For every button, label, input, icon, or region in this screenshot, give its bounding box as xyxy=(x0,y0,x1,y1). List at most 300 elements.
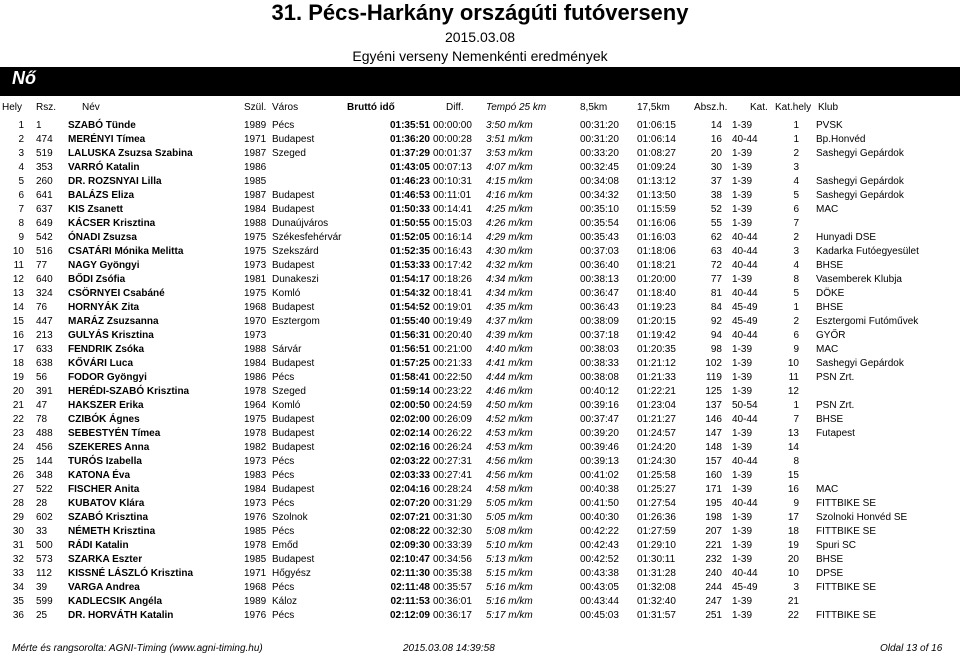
col-17km: 17,5km xyxy=(637,102,670,113)
cell-8km: 00:39:20 xyxy=(580,428,619,439)
cell-tempo: 4:53 m/km xyxy=(486,428,533,439)
cell-tempo: 4:40 m/km xyxy=(486,344,533,355)
cell-hely: 13 xyxy=(12,288,24,299)
cell-hely: 14 xyxy=(12,302,24,313)
cell-tempo: 5:05 m/km xyxy=(486,498,533,509)
cell-hely: 33 xyxy=(12,568,24,579)
cell-name: DR. HORVÁTH Katalin xyxy=(68,610,174,621)
col-kat: Kat. xyxy=(750,102,768,113)
cell-name: FISCHER Anita xyxy=(68,484,140,495)
cell-name: BŐDI Zsófia xyxy=(68,274,126,285)
cell-hely: 31 xyxy=(12,540,24,551)
cell-kat: 50-54 xyxy=(732,400,758,411)
cell-tempo: 5:16 m/km xyxy=(486,596,533,607)
cell-name: SZEKERES Anna xyxy=(68,442,150,453)
cell-kathely: 7 xyxy=(793,218,799,229)
cell-diff: 00:31:30 xyxy=(433,512,472,523)
cell-brutto: 01:54:32 xyxy=(389,288,430,299)
cell-kathely: 18 xyxy=(787,526,799,537)
cell-diff: 00:11:01 xyxy=(433,190,472,201)
cell-absz: 232 xyxy=(705,554,722,565)
cell-kathely: 20 xyxy=(787,554,799,565)
cell-17km: 01:32:40 xyxy=(637,596,676,607)
cell-kat: 1-39 xyxy=(732,218,753,229)
cell-diff: 00:19:01 xyxy=(433,302,472,313)
cell-diff: 00:27:31 xyxy=(433,456,472,467)
cell-kathely: 15 xyxy=(787,470,799,481)
cell-varos: Emőd xyxy=(272,540,299,551)
cell-kat: 1-39 xyxy=(732,372,753,383)
page-subtitle: Egyéni verseny Nemenkénti eredmények xyxy=(352,48,608,64)
cell-name: CZIBÓK Ágnes xyxy=(68,414,140,425)
table-row xyxy=(0,160,960,174)
cell-rsz: 112 xyxy=(36,568,52,579)
cell-szul: 1975 xyxy=(244,414,267,425)
cell-kat: 40-44 xyxy=(732,568,758,579)
table-row xyxy=(0,146,960,160)
cell-8km: 00:36:43 xyxy=(580,302,619,313)
cell-17km: 01:13:50 xyxy=(637,190,676,201)
cell-absz: 14 xyxy=(710,120,722,131)
table-row xyxy=(0,440,960,454)
cell-klub: Futapest xyxy=(816,428,855,439)
cell-klub: FITTBIKE SE xyxy=(816,582,877,593)
cell-szul: 1984 xyxy=(244,358,267,369)
cell-diff: 00:21:33 xyxy=(433,358,472,369)
table-row xyxy=(0,328,960,342)
cell-rsz: 519 xyxy=(36,148,53,159)
cell-hely: 24 xyxy=(12,442,24,453)
cell-8km: 00:36:40 xyxy=(580,260,619,271)
cell-brutto: 01:50:55 xyxy=(389,218,430,229)
cell-tempo: 5:15 m/km xyxy=(486,568,533,579)
cell-brutto: 02:09:30 xyxy=(389,540,430,551)
cell-tempo: 4:34 m/km xyxy=(486,288,533,299)
cell-absz: 171 xyxy=(705,484,722,495)
cell-rsz: 638 xyxy=(36,358,53,369)
table-row xyxy=(0,454,960,468)
cell-diff: 00:10:31 xyxy=(433,176,472,187)
cell-diff: 00:36:17 xyxy=(433,610,472,621)
cell-tempo: 4:56 m/km xyxy=(486,470,533,481)
cell-varos: Komló xyxy=(272,288,301,299)
cell-kathely: 10 xyxy=(787,358,799,369)
cell-varos: Pécs xyxy=(272,470,295,481)
cell-brutto: 01:43:05 xyxy=(389,162,430,173)
cell-rsz: 599 xyxy=(36,596,53,607)
cell-17km: 01:22:21 xyxy=(637,386,676,397)
cell-klub: FITTBIKE SE xyxy=(816,526,877,537)
footer-timestamp: 2015.03.08 14:39:58 xyxy=(403,643,495,654)
cell-8km: 00:38:03 xyxy=(580,344,619,355)
cell-klub: BHSE xyxy=(816,414,844,425)
cell-klub: MAC xyxy=(816,484,839,495)
cell-8km: 00:43:44 xyxy=(580,596,619,607)
cell-kathely: 13 xyxy=(787,428,799,439)
cell-diff: 00:24:59 xyxy=(433,400,472,411)
cell-szul: 1973 xyxy=(244,260,267,271)
cell-absz: 52 xyxy=(710,204,722,215)
cell-rsz: 474 xyxy=(36,134,53,145)
cell-varos: Budapest xyxy=(272,204,315,215)
cell-kat: 1-39 xyxy=(732,526,753,537)
col-8km: 8,5km xyxy=(580,102,608,113)
cell-brutto: 02:00:50 xyxy=(389,400,430,411)
cell-varos: Hőgyész xyxy=(272,568,311,579)
table-row xyxy=(0,216,960,230)
cell-name: RÁDI Katalin xyxy=(68,540,129,551)
cell-kathely: 9 xyxy=(793,344,799,355)
cell-hely: 8 xyxy=(18,218,24,229)
cell-17km: 01:19:23 xyxy=(637,302,676,313)
cell-brutto: 01:35:51 xyxy=(389,120,430,131)
cell-hely: 29 xyxy=(12,512,24,523)
cell-kathely: 11 xyxy=(788,372,799,383)
cell-tempo: 4:30 m/km xyxy=(486,246,533,257)
cell-diff: 00:35:57 xyxy=(433,582,472,593)
col-tempo: Tempó 25 km xyxy=(486,102,547,113)
cell-name: CSATÁRI Mónika Melitta xyxy=(68,246,184,257)
cell-hely: 9 xyxy=(18,232,24,243)
cell-tempo: 5:10 m/km xyxy=(486,540,533,551)
cell-kathely: 9 xyxy=(793,498,799,509)
cell-name: HORNYÁK Zita xyxy=(68,302,140,313)
cell-hely: 27 xyxy=(12,484,24,495)
cell-varos: Esztergom xyxy=(272,316,320,327)
table-row xyxy=(0,384,960,398)
cell-8km: 00:38:09 xyxy=(580,316,619,327)
cell-name: KÁCSER Krisztina xyxy=(68,218,156,229)
table-row xyxy=(0,482,960,496)
cell-17km: 01:32:08 xyxy=(637,582,676,593)
cell-varos: Szolnok xyxy=(272,512,308,523)
cell-diff: 00:32:30 xyxy=(433,526,472,537)
cell-rsz: 456 xyxy=(36,442,53,453)
cell-varos: Pécs xyxy=(272,120,295,131)
cell-diff: 00:18:41 xyxy=(433,288,472,299)
cell-absz: 37 xyxy=(710,176,722,187)
cell-klub: PVSK xyxy=(816,120,843,131)
cell-klub: GYŐR xyxy=(816,330,846,341)
cell-kathely: 17 xyxy=(787,512,799,523)
cell-brutto: 02:11:53 xyxy=(390,596,430,607)
cell-name: CSÖRNYEI Csabáné xyxy=(68,288,165,299)
col-diff: Diff. xyxy=(446,102,464,113)
cell-kathely: 1 xyxy=(793,120,799,131)
cell-name: KATONA Éva xyxy=(68,470,131,481)
table-row xyxy=(0,580,960,594)
cell-hely: 3 xyxy=(18,148,24,159)
cell-17km: 01:19:42 xyxy=(637,330,676,341)
cell-kathely: 3 xyxy=(793,246,799,257)
cell-17km: 01:13:12 xyxy=(637,176,676,187)
cell-rsz: 447 xyxy=(36,316,53,327)
footer-page: Oldal 13 of 16 xyxy=(880,643,943,654)
cell-brutto: 02:02:16 xyxy=(389,442,430,453)
cell-name: KISSNÉ LÁSZLÓ Krisztina xyxy=(68,568,194,579)
cell-rsz: 573 xyxy=(36,554,53,565)
cell-absz: 102 xyxy=(705,358,722,369)
cell-8km: 00:38:08 xyxy=(580,372,619,383)
cell-kat: 40-44 xyxy=(732,414,758,425)
cell-8km: 00:42:22 xyxy=(580,526,619,537)
cell-brutto: 02:11:30 xyxy=(390,568,430,579)
cell-hely: 19 xyxy=(12,372,24,383)
table-row xyxy=(0,188,960,202)
cell-kat: 45-49 xyxy=(732,582,758,593)
cell-klub: BHSE xyxy=(816,554,844,565)
col-varos: Város xyxy=(272,102,299,113)
table-row xyxy=(0,342,960,356)
cell-tempo: 4:46 m/km xyxy=(486,386,533,397)
cell-szul: 1968 xyxy=(244,582,267,593)
cell-varos: Pécs xyxy=(272,498,295,509)
cell-diff: 00:26:22 xyxy=(433,428,472,439)
cell-17km: 01:20:00 xyxy=(637,274,676,285)
cell-8km: 00:38:13 xyxy=(580,274,619,285)
table-row xyxy=(0,468,960,482)
cell-brutto: 02:10:47 xyxy=(389,554,430,565)
cell-17km: 01:16:06 xyxy=(637,218,676,229)
cell-diff: 00:20:40 xyxy=(433,330,472,341)
cell-17km: 01:20:15 xyxy=(637,316,676,327)
cell-szul: 1984 xyxy=(244,204,267,215)
col-rsz: Rsz. xyxy=(36,102,56,113)
col-szul: Szül. xyxy=(244,102,267,113)
cell-8km: 00:37:03 xyxy=(580,246,619,257)
cell-tempo: 4:34 m/km xyxy=(486,274,533,285)
cell-name: VARRÓ Katalin xyxy=(68,162,140,173)
cell-rsz: 348 xyxy=(36,470,53,481)
cell-rsz: 33 xyxy=(36,526,48,537)
cell-8km: 00:40:30 xyxy=(580,512,619,523)
gender-banner xyxy=(0,67,960,96)
cell-kathely: 14 xyxy=(787,442,799,453)
cell-kathely: 1 xyxy=(793,302,799,313)
cell-absz: 198 xyxy=(705,512,722,523)
results-table xyxy=(0,118,960,622)
cell-tempo: 4:25 m/km xyxy=(486,204,533,215)
cell-klub: Esztergomi Futóművek xyxy=(816,316,919,327)
cell-name: VARGA Andrea xyxy=(68,582,140,593)
cell-17km: 01:31:28 xyxy=(637,568,676,579)
cell-name: ÓNADI Zsuzsa xyxy=(68,232,137,243)
cell-17km: 01:06:15 xyxy=(637,120,676,131)
cell-17km: 01:24:20 xyxy=(637,442,676,453)
cell-varos: Budapest xyxy=(272,442,315,453)
cell-8km: 00:43:38 xyxy=(580,568,619,579)
cell-kat: 1-39 xyxy=(732,386,753,397)
cell-17km: 01:30:11 xyxy=(637,554,676,565)
cell-kathely: 8 xyxy=(793,456,799,467)
cell-rsz: 500 xyxy=(36,540,53,551)
cell-brutto: 01:57:25 xyxy=(389,358,430,369)
cell-szul: 1973 xyxy=(244,456,267,467)
cell-szul: 1975 xyxy=(244,232,267,243)
cell-varos: Pécs xyxy=(272,456,295,467)
cell-diff: 00:26:24 xyxy=(433,442,472,453)
cell-8km: 00:31:20 xyxy=(580,134,619,145)
cell-absz: 125 xyxy=(705,386,722,397)
cell-klub: FITTBIKE SE xyxy=(816,610,877,621)
cell-name: NAGY Gyöngyi xyxy=(68,260,140,271)
cell-17km: 01:18:06 xyxy=(637,246,676,257)
cell-szul: 1975 xyxy=(244,288,267,299)
cell-brutto: 02:12:09 xyxy=(389,610,430,621)
cell-kathely: 3 xyxy=(793,582,799,593)
cell-kathely: 2 xyxy=(793,232,799,243)
cell-klub: Sashegyi Gepárdok xyxy=(816,148,904,159)
cell-szul: 1973 xyxy=(244,498,267,509)
cell-brutto: 01:46:53 xyxy=(389,190,430,201)
cell-absz: 251 xyxy=(705,610,722,621)
cell-tempo: 5:13 m/km xyxy=(486,554,533,565)
cell-kathely: 3 xyxy=(793,162,799,173)
col-brutto: Bruttó idő xyxy=(347,102,395,113)
cell-szul: 1964 xyxy=(244,400,267,411)
cell-absz: 137 xyxy=(705,400,722,411)
cell-kat: 1-39 xyxy=(732,274,753,285)
cell-szul: 1982 xyxy=(244,442,267,453)
cell-8km: 00:31:20 xyxy=(580,120,619,131)
cell-8km: 00:34:32 xyxy=(580,190,619,201)
cell-klub: Hunyadi DSE xyxy=(816,232,877,243)
cell-17km: 01:27:54 xyxy=(637,498,676,509)
cell-17km: 01:24:30 xyxy=(637,456,676,467)
cell-kat: 40-44 xyxy=(732,260,758,271)
cell-absz: 207 xyxy=(705,526,722,537)
cell-17km: 01:18:21 xyxy=(637,260,676,271)
cell-hely: 26 xyxy=(12,470,24,481)
cell-rsz: 633 xyxy=(36,344,53,355)
cell-17km: 01:21:12 xyxy=(637,358,676,369)
cell-diff: 00:18:26 xyxy=(433,274,472,285)
cell-tempo: 4:15 m/km xyxy=(486,176,533,187)
cell-diff: 00:36:01 xyxy=(433,596,472,607)
cell-8km: 00:34:08 xyxy=(580,176,619,187)
table-row xyxy=(0,510,960,524)
cell-szul: 1973 xyxy=(244,330,267,341)
table-row xyxy=(0,412,960,426)
table-row xyxy=(0,426,960,440)
cell-brutto: 02:03:22 xyxy=(389,456,430,467)
cell-absz: 221 xyxy=(705,540,722,551)
cell-rsz: 260 xyxy=(36,176,53,187)
cell-kathely: 12 xyxy=(787,386,799,397)
cell-varos: Káloz xyxy=(272,596,298,607)
cell-kat: 1-39 xyxy=(732,344,753,355)
cell-17km: 01:31:57 xyxy=(637,610,676,621)
cell-17km: 01:25:27 xyxy=(637,484,676,495)
col-kathely: Kat.hely xyxy=(775,102,812,113)
cell-rsz: 28 xyxy=(36,498,48,509)
cell-brutto: 01:54:17 xyxy=(389,274,430,285)
cell-varos: Pécs xyxy=(272,582,295,593)
cell-varos: Budapest xyxy=(272,358,315,369)
cell-tempo: 4:35 m/km xyxy=(486,302,533,313)
cell-brutto: 01:56:31 xyxy=(389,330,430,341)
cell-name: LALUSKA Zsuzsa Szabina xyxy=(68,148,193,159)
cell-klub: Sashegyi Gepárdok xyxy=(816,358,904,369)
cell-szul: 1971 xyxy=(244,568,267,579)
table-row xyxy=(0,258,960,272)
cell-brutto: 01:46:23 xyxy=(389,176,430,187)
race-date: 2015.03.08 xyxy=(444,29,516,45)
table-row xyxy=(0,524,960,538)
cell-varos: Dunaújváros xyxy=(272,218,329,229)
cell-tempo: 3:50 m/km xyxy=(486,120,533,131)
cell-8km: 00:33:20 xyxy=(580,148,619,159)
cell-szul: 1987 xyxy=(244,190,267,201)
cell-rsz: 602 xyxy=(36,512,53,523)
cell-rsz: 488 xyxy=(36,428,53,439)
page-title: 31. Pécs-Harkány országúti futóverseny xyxy=(271,0,689,25)
cell-17km: 01:21:33 xyxy=(637,372,676,383)
table-header xyxy=(0,98,960,116)
cell-szul: 1976 xyxy=(244,610,267,621)
col-hely: Hely xyxy=(2,102,23,113)
cell-hely: 32 xyxy=(12,554,24,565)
cell-kat: 40-44 xyxy=(732,288,758,299)
cell-rsz: 1 xyxy=(36,120,42,131)
cell-absz: 84 xyxy=(710,302,722,313)
cell-diff: 00:15:03 xyxy=(433,218,472,229)
cell-8km: 00:37:18 xyxy=(580,330,619,341)
cell-klub: MAC xyxy=(816,344,839,355)
cell-8km: 00:32:45 xyxy=(580,162,619,173)
cell-8km: 00:39:46 xyxy=(580,442,619,453)
cell-17km: 01:24:57 xyxy=(637,428,676,439)
cell-name: KŐVÁRI Luca xyxy=(68,358,134,369)
col-klub: Klub xyxy=(818,102,839,113)
cell-absz: 38 xyxy=(710,190,722,201)
cell-diff: 00:23:22 xyxy=(433,386,472,397)
cell-8km: 00:41:02 xyxy=(580,470,619,481)
cell-8km: 00:38:33 xyxy=(580,358,619,369)
cell-klub: DPSE xyxy=(816,568,844,579)
table-row xyxy=(0,398,960,412)
cell-8km: 00:43:05 xyxy=(580,582,619,593)
cell-klub: PSN Zrt. xyxy=(816,400,855,411)
cell-name: HERÉDI-SZABÓ Krisztina xyxy=(68,386,190,397)
cell-hely: 11 xyxy=(13,260,24,271)
cell-tempo: 4:29 m/km xyxy=(486,232,533,243)
cell-szul: 1978 xyxy=(244,386,267,397)
cell-name: SZABÓ Tünde xyxy=(68,120,136,131)
cell-klub: Sashegyi Gepárdok xyxy=(816,190,904,201)
cell-name: KIS Zsanett xyxy=(68,204,124,215)
cell-kat: 45-49 xyxy=(732,302,758,313)
cell-szul: 1971 xyxy=(244,134,267,145)
cell-17km: 01:26:36 xyxy=(637,512,676,523)
cell-17km: 01:18:40 xyxy=(637,288,676,299)
cell-diff: 00:17:42 xyxy=(433,260,472,271)
table-row xyxy=(0,608,960,622)
cell-hely: 21 xyxy=(12,400,24,411)
table-row xyxy=(0,230,960,244)
cell-szul: 1986 xyxy=(244,162,267,173)
cell-kathely: 6 xyxy=(793,330,799,341)
cell-kat: 1-39 xyxy=(732,148,753,159)
cell-diff: 00:28:24 xyxy=(433,484,472,495)
cell-kat: 1-39 xyxy=(732,610,753,621)
cell-diff: 00:31:29 xyxy=(433,498,472,509)
cell-brutto: 01:56:51 xyxy=(389,344,430,355)
cell-brutto: 01:50:33 xyxy=(389,204,430,215)
cell-hely: 17 xyxy=(12,344,24,355)
cell-klub: Kadarka Futóegyesület xyxy=(816,246,919,257)
cell-diff: 00:16:43 xyxy=(433,246,472,257)
